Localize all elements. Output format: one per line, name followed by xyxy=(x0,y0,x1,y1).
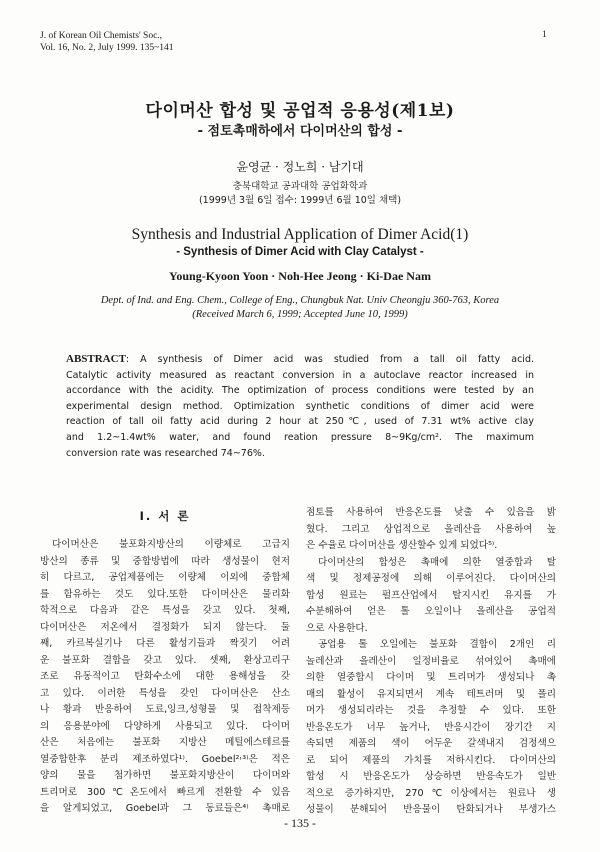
abstract-line: : A synthesis of Dimer acid was studied from a tall oil fatty acid. xyxy=(125,354,534,365)
text-line: 합성 원료는 펄프산업에서 탈지시킨 유지를 가 xyxy=(306,589,556,601)
text-line: 매의 활성이 유지되면서 계속 테트러머 및 폴리 xyxy=(306,688,556,700)
text-line: 양의 물을 첨가하면 불포화지방산이 다이머와 xyxy=(40,770,290,781)
text-line: 다이머산의 합성은 촉매에 의한 열중합과 탈 xyxy=(318,556,556,568)
text-line: 수분해하여 얻은 톨 오일이나 올레산을 공업적 xyxy=(306,606,556,617)
text-line: 트리머로 300℃온도에서 빠르게 전환할 수 있음 xyxy=(40,786,290,798)
text-line: 째, 카르복실기나 다른 활성기들과 짝짓기 어려 xyxy=(40,638,290,649)
abstract-line: and 1.2~1.4wt% water, and found reation pressure 8~9Kg/cm². The maximum xyxy=(66,431,534,443)
journal-citation xyxy=(40,30,174,54)
english-authors: Young-Kyoon Yoon · Noh-Hee Jeong · Ki-Dae Nam xyxy=(169,269,431,283)
text-line: 운 불포화 결합을 갖고 있다. 셋째, 환상고리구 xyxy=(40,654,290,666)
text-line: 산은 처음에는 불포화 지방산 메틸에스테르를 xyxy=(40,737,290,748)
text-line: 공업용 톨 오일에는 불포화 결합이 2개인 리 xyxy=(318,639,556,650)
text-line: 방산의 종류 및 중합방법에 따라 생성물이 현저 xyxy=(40,555,290,567)
korean-authors: 윤영균 · 정노희 · 남기대 xyxy=(236,160,364,174)
text-line: 합성 시 반응온도가 상승하면 반응속도가 일반 xyxy=(306,771,556,782)
english-affiliation: Dept. of Ind. and Eng. Chem., College of Eng., Chungbuk Nat. Univ Cheongju 360-763, Korea xyxy=(100,295,500,306)
text-line: 으로 사용한다. xyxy=(306,622,368,634)
text-line: 히 다르고, 공업제품에는 이량체 이외에 중합체 xyxy=(40,572,290,583)
text-line: 나 황과 반응하여 도료,잉크,성형물 및 접착제등 xyxy=(40,704,290,715)
text-line: 의한 열중합시 다이머 및 트리머가 생성되나 촉 xyxy=(306,672,556,683)
korean-affiliation: 충북대학교 공과대학 공업화학과 xyxy=(232,181,368,192)
text-line: 성물이 분해되어 반응물이 탄화되거나 부생가스 xyxy=(306,804,556,815)
text-line: 다이머산은 저온에서 결정화가 되지 않는다. 둘 xyxy=(40,621,290,633)
text-line: 점토를 사용하여 반응온도를 낮출 수 있음을 밝 xyxy=(306,507,556,518)
abstract xyxy=(66,352,534,461)
page-number-top: 1 xyxy=(542,30,547,40)
text-line: 다이머산은 불포화지방산의 이량체로 고급지 xyxy=(52,539,290,550)
text-line: 색 및 정제공정에 의해 이루어진다. 다이머산의 xyxy=(306,573,556,584)
abstract-line: conversion rate was researched 74~76%. xyxy=(66,447,265,459)
journal-name: J. of Korean Oil Chemists' Soc., xyxy=(40,31,163,41)
abstract-label: ABSTRACT xyxy=(66,353,126,365)
korean-title: 다이머산 합성 및 공업적 응용성(제1보) xyxy=(145,101,455,121)
abstract-line: experimental design method. Optimization synthetic conditions of dimer acid were xyxy=(66,400,534,412)
left-column xyxy=(40,505,290,818)
korean-subtitle: - 점토촉매하에서 다이머산의 합성 - xyxy=(197,124,403,139)
text-line: 적으로 증가하지만, 270℃이상에서는 원료나 생 xyxy=(306,787,556,799)
right-column xyxy=(306,505,556,819)
english-title: Synthesis and Industrial Application of Dimer Acid(1) xyxy=(131,226,469,243)
english-dates: (Received March 6, 1999; Accepted June 10, 1999) xyxy=(192,309,408,320)
text-line: 로 되어 제품의 가치를 저하시킨다. 다이머산의 xyxy=(306,754,556,766)
text-line: 의 응용분야에 다양하게 사용되고 있다. 다이머 xyxy=(40,720,290,732)
korean-dates: (1999년 3월 6일 접수: 1999년 6월 10일 채택) xyxy=(198,195,402,206)
text-line: 놀레산과 올레산이 일정비율로 섞여있어 촉매에 xyxy=(306,655,556,667)
page-number-footer: - 135 - xyxy=(284,816,316,830)
section-heading: I. 서 론 xyxy=(139,509,191,523)
text-line: 조로 유동적이고 탄화수소에 대한 용해성을 갖 xyxy=(40,671,290,682)
english-subtitle: - Synthesis of Dimer Acid with Clay Catalyst - xyxy=(176,246,424,258)
text-line: 을 알게되었고, Goebel과 그 동료들은⁴⁾ 촉매로 xyxy=(40,803,290,814)
journal-volume: Vol. 16, No. 2, July 1999. 135~141 xyxy=(40,43,174,53)
text-line: 머가 생성되리라는 것을 추정할 수 있다. 또한 xyxy=(306,705,556,716)
text-line: 은 수율로 다이머산을 생산할수 있게 되었다⁵⁾. xyxy=(306,540,498,551)
abstract-line: Catalytic activity measured as reactant conversion in a autoclave reactor increased in xyxy=(66,369,534,381)
text-line: 반응온도가 너무 높거나, 반응시간이 장기간 지 xyxy=(306,721,556,733)
text-line: 학적으로 다음과 같은 특성을 갖고 있다. 첫째, xyxy=(40,605,290,616)
text-line: 열중합한후 분리 제조하였다¹⁾. Goebel²˒³⁾은 적은 xyxy=(40,753,290,765)
left-column-body xyxy=(40,537,290,818)
text-line: 를 함유하는 것도 있다.또한 다이머산은 물리화 xyxy=(40,588,290,600)
text-line: 혔다. 그리고 상업적으로 올레산을 사용하여 높 xyxy=(306,523,556,535)
text-line: 고 있다. 이러한 특성을 갖인 다이머산은 산소 xyxy=(40,687,290,699)
text-line: 속되면 제품의 색이 어두운 갈색내지 검정색으 xyxy=(306,738,556,749)
abstract-line: reaction of tall oil fatty acid during 2 hour at 250℃, used of 7.31 wt% active clay xyxy=(66,416,534,428)
abstract-line: accordance with the acidity. The optimization of process conditions were tested by an xyxy=(66,385,534,397)
